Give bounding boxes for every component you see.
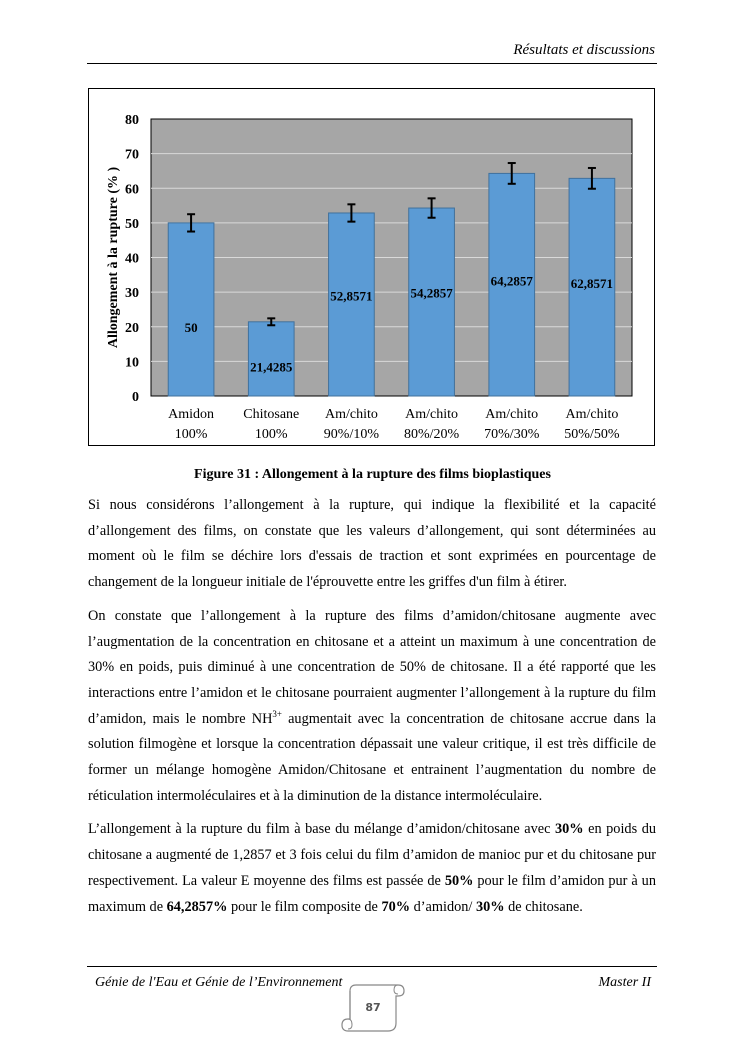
x-tick-label: 100%: [174, 427, 208, 442]
y-tick-label: 50: [125, 216, 139, 232]
footer-left: Génie de l'Eau et Génie de l’Environnement: [95, 975, 343, 990]
header-title: Résultats et discussions: [513, 42, 655, 58]
page-number: 87: [365, 1001, 381, 1014]
paragraph-3-part-i: d’amidon/: [410, 898, 476, 915]
x-tick-label: Chitosane: [243, 407, 300, 422]
x-tick-label: Am/chito: [565, 407, 619, 422]
paragraph-2: [88, 604, 656, 810]
bold-50-percent: 50%: [444, 872, 474, 889]
x-tick-label: Am/chito: [405, 407, 459, 422]
x-tick-label: 50%/50%: [564, 427, 620, 442]
x-tick-label: Am/chito: [324, 407, 378, 422]
paragraph-3-part-c: en poids du chitosane a augmenté de 1,2857 et 3 fois celui du film d’amidon de manioc pur et du chitosane pur respectivement. La valeur E moyenne des films est passée de: [88, 821, 656, 889]
paragraph-3-part-g: pour le film composite de: [227, 898, 382, 915]
nh3-superscript: 3+: [272, 708, 282, 719]
y-tick-label: 70: [125, 147, 139, 163]
header-rule: [87, 63, 657, 64]
y-tick-label: 10: [125, 355, 139, 371]
y-tick-label: 0: [132, 390, 139, 405]
paragraph-3-part-a: L’allongement à la rupture du film à base du mélange d’amidon/chitosane avec: [88, 821, 555, 838]
x-tick-label: Am/chito: [485, 407, 539, 422]
bar: [329, 213, 375, 396]
y-tick-label: 30: [125, 286, 139, 302]
chart-frame: [88, 88, 655, 446]
data-label: 50: [184, 319, 198, 335]
paragraph-2-part-a: On constate que l’allongement à la rupture des films d’amidon/chitosane augmente avec l’augmentation de la concentration en chitosane et a atteint un maximum à une concentration de 30% en poids, puis diminué à une concentration de 50% de chitosane. Il a été rapporté que les interactions entre l’amidon et le chitosane pourraient augmenter l’allongement à la rupture du film d’amidon, mais le nombre NH: [88, 607, 656, 727]
data-label: 52,8571: [330, 288, 373, 304]
elongation-bar-chart: [89, 89, 654, 445]
body-text: [88, 493, 656, 928]
y-tick-label: 80: [125, 113, 139, 128]
y-tick-label: 40: [125, 251, 139, 267]
paragraph-3: [88, 817, 656, 920]
paragraph-2-part-b: augmentait avec la concentration de chitosane accrue dans la solution filmogène et lorsque la concentration dépassait une valeur critique, il est très difficile de former un mélange homogène Amidon/Chitosane et entrainent l’augmentation du nombre de réticulation intermoléculaires et à la diminution de la distance intermoléculaire.: [88, 710, 656, 804]
footer-rule: [87, 966, 657, 967]
paragraph-1: Si nous considérons l’allongement à la rupture, qui indique la flexibilité et la capacité d’allongement des films, on constate que les valeurs d’allongement, qui sont déterminées au moment où le film se déchire lors d'essais de traction et sont exprimées en pourcentage de changement de la longueur initiale de l'éprouvette entre les griffes d'un film à étirer.: [88, 497, 656, 591]
paragraph-3-part-k: de chitosane.: [504, 898, 583, 915]
paragraph-3-part-e: pour le film d’amidon pur à un maximum de: [88, 872, 656, 915]
bold-max-value: 64,2857%: [166, 898, 228, 915]
x-tick-label: Amidon: [168, 407, 215, 422]
bold-70-percent: 70%: [381, 898, 411, 915]
data-label: 62,8571: [570, 275, 614, 291]
x-tick-label: 70%/30%: [484, 427, 540, 442]
x-tick-label: 80%/20%: [403, 427, 460, 442]
y-axis-label: Allongement à la rupture (% ): [106, 166, 121, 349]
x-tick-label: 90%/10%: [323, 427, 380, 442]
bar: [168, 223, 214, 396]
footer-right: Master II: [598, 975, 651, 990]
y-tick-label: 20: [125, 320, 139, 336]
data-label: 54,2857: [410, 285, 453, 301]
data-label: 64,2857: [490, 273, 533, 289]
figure-caption: Figure 31 : Allongement à la rupture des films bioplastiques: [194, 467, 551, 482]
bar: [409, 208, 455, 396]
y-tick-label: 60: [125, 182, 139, 198]
data-label: 21,4285: [250, 359, 293, 375]
x-tick-label: 100%: [254, 427, 288, 442]
bold-30-percent: 30%: [554, 821, 584, 838]
bold-30-percent-2: 30%: [475, 898, 505, 915]
